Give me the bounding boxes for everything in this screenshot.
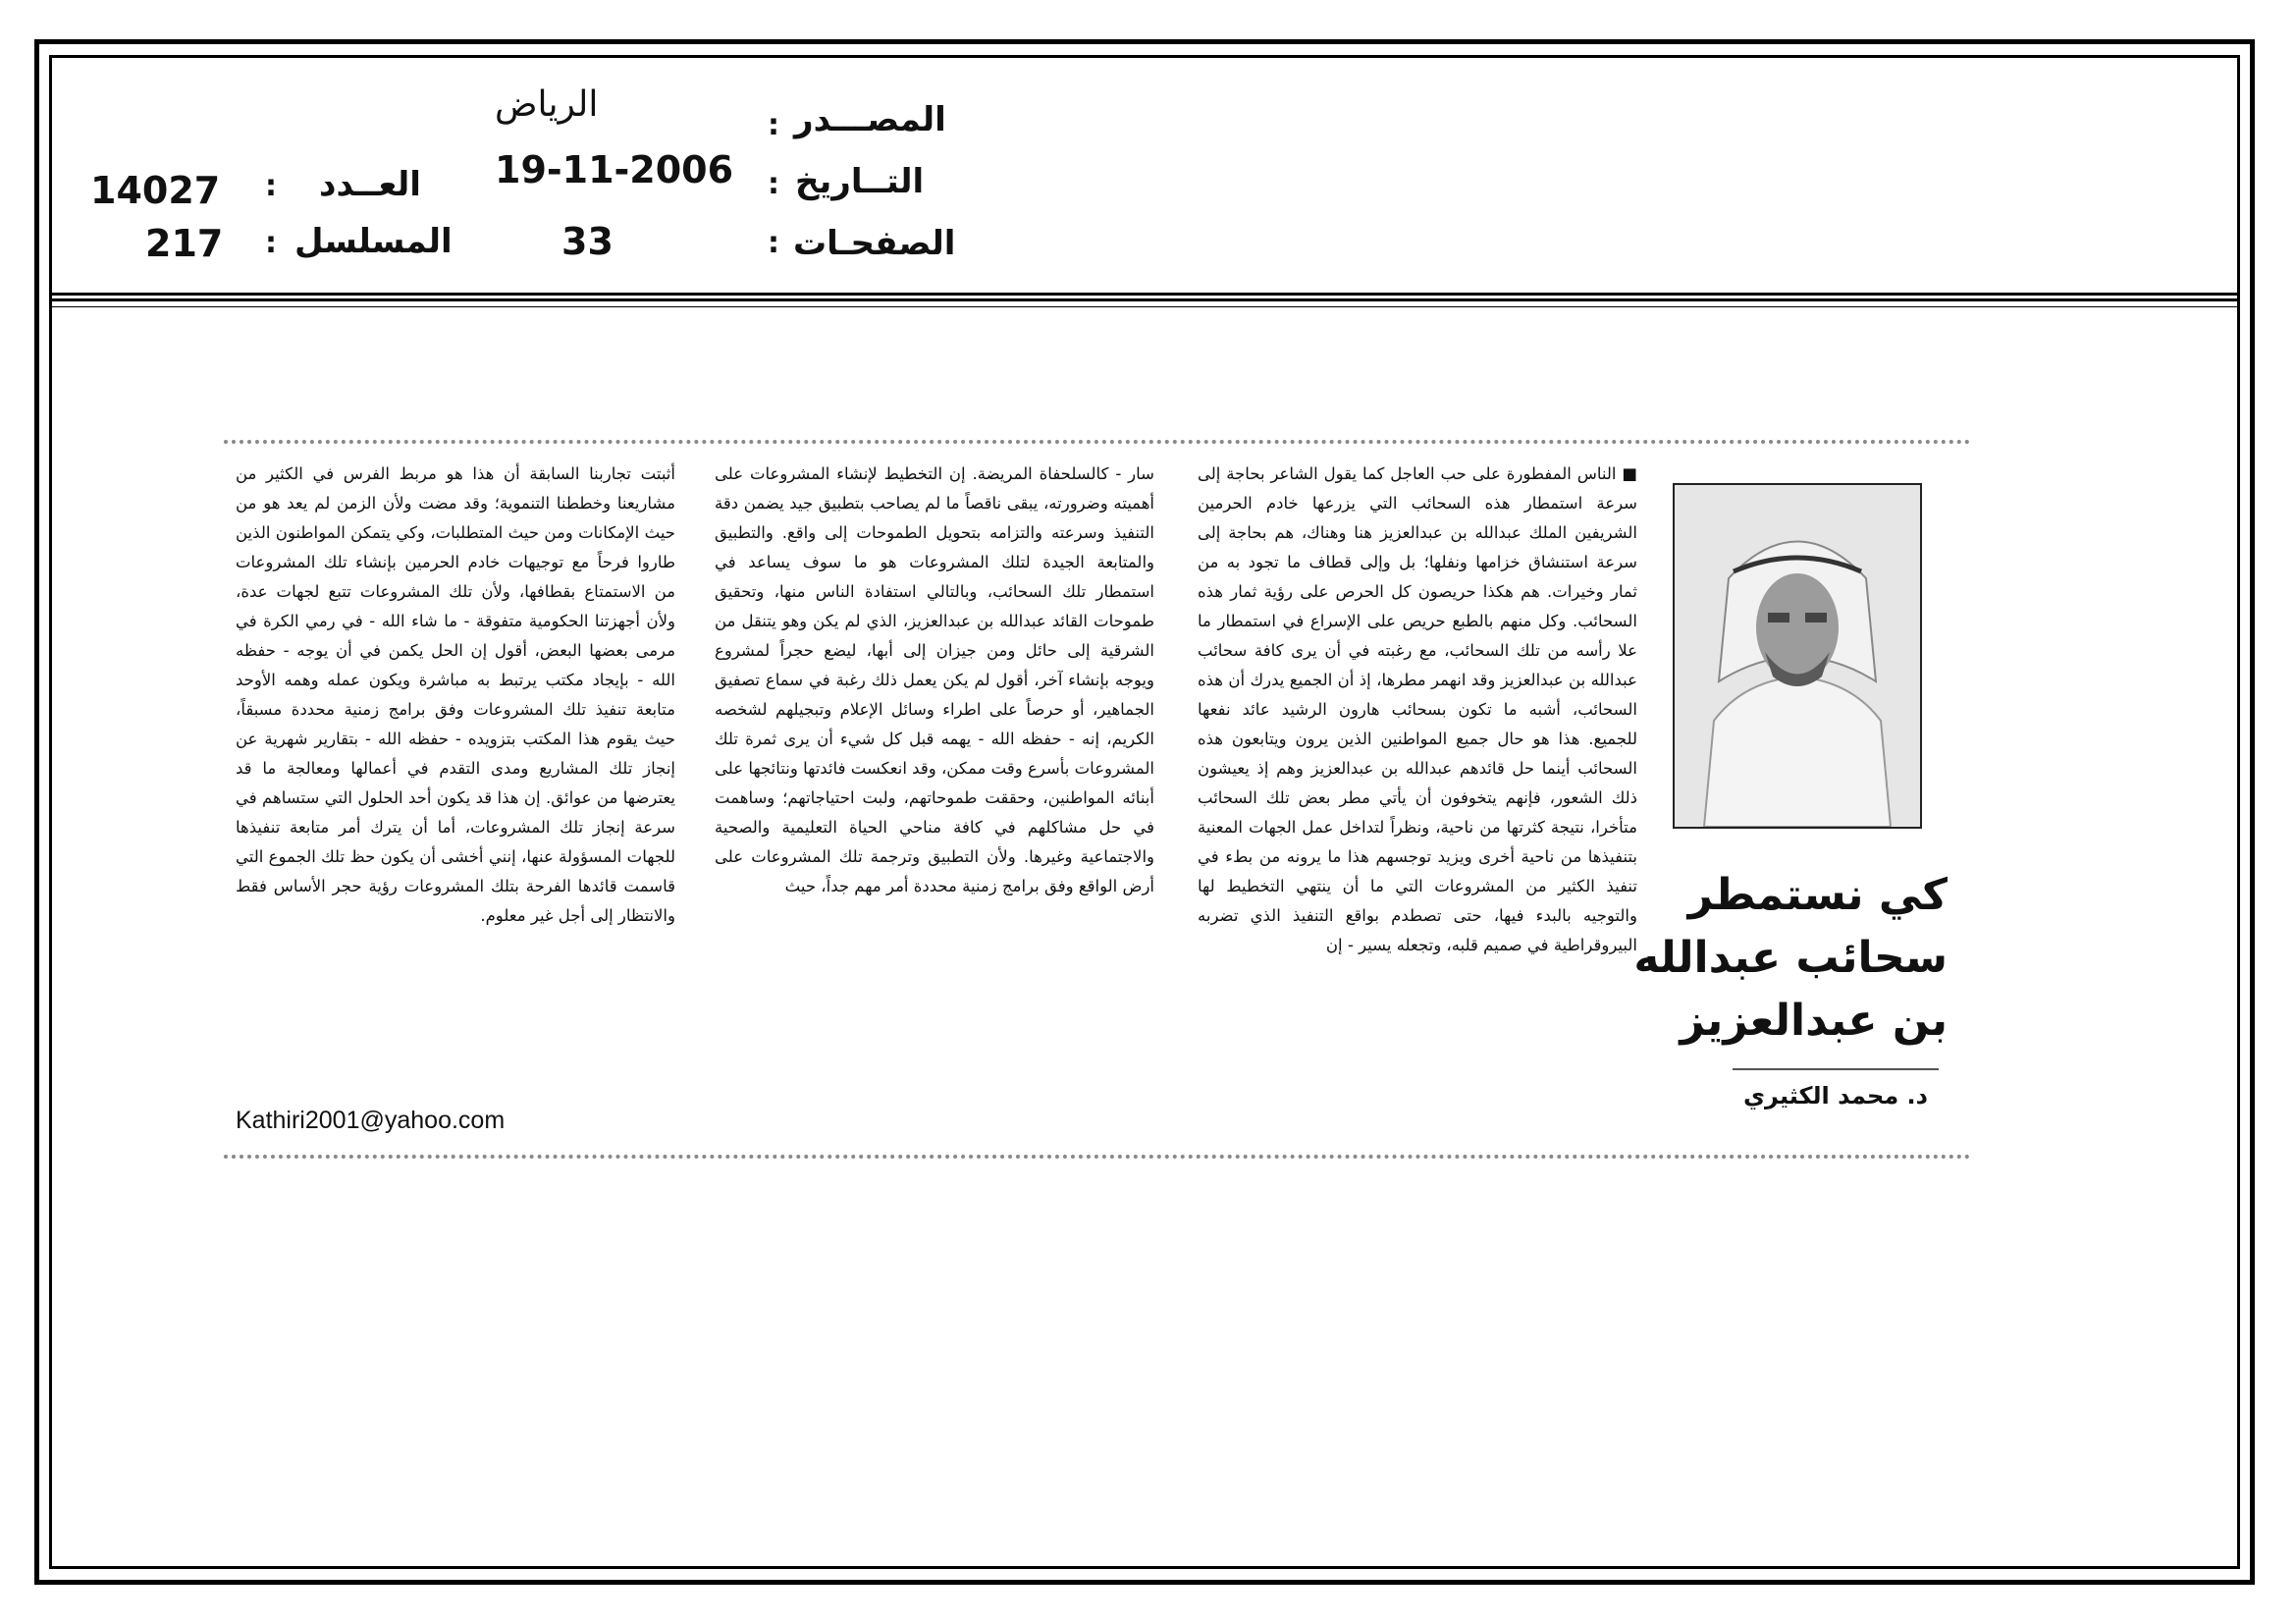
clip-top-rule bbox=[224, 440, 1971, 444]
headline-line: بن عبدالعزيز bbox=[1680, 996, 1948, 1046]
serial-value: 217 bbox=[145, 222, 224, 265]
source-colon: : bbox=[768, 108, 779, 142]
author-portrait-icon bbox=[1675, 485, 1920, 827]
author-email: Kathiri2001@yahoo.com bbox=[236, 1107, 506, 1134]
column-text: سار - كالسلحفاة المريضة. إن التخطيط لإنشاء المشروعات على أهميته وضرورته، يبقى ناقصاً ما لم يصاحب بتطبيق جيد يضمن دقة التنفيذ وسرعته والتزامه بتحويل الطموحات إلى واقع. والتطبيق والمتابعة الجيدة لتلك المشروعات هو ما سوف يساعد في استمطار تلك السحائب، وبالتالي استفادة الناس منها، وتحقيق طموحات القائد عبدالله بن عبدالعزيز، الذي لم يكن وهو يتنقل من الشرقية إلى حائل ومن جيزان إلى أبها، ليضع حجراً لمشروع ويوجه بإنشاء آخر، أقول لم يكن يعمل ذلك رغبة في سماع تصفيق الجماهير، أو حرصاً على اطراء وسائل الإعلام وتبجيلهم لشخصه الكريم، إنه - حفظه الله - يهمه قبل كل شيء أن يرى ثمرة تلك المشروعات بأسرع وقت ممكن، وقد انعكست فائدتها ونتائجها على أبنائه المواطنين، وحققت طموحاتهم، ولبت احتياجاتهم؛ وساهمت في حل مشاكلهم في كافة مناحي الحياة التعليمية والصحية والاجتماعية وغيرها. ولأن التطبيق وترجمة تلك المشروعات على أرض الواقع وفق برامج زمنية محددة أمر مهم جداً، حيث bbox=[715, 464, 1154, 895]
article-column-2 bbox=[715, 460, 1154, 901]
date-colon: : bbox=[768, 167, 779, 201]
serial-colon: : bbox=[265, 226, 277, 260]
headline-line: سحائب عبدالله bbox=[1633, 933, 1948, 983]
author-photo bbox=[1673, 483, 1922, 829]
issue-label: العــدد bbox=[319, 165, 421, 204]
author-byline: د. محمد الكثيري bbox=[1743, 1082, 1928, 1110]
article-headline bbox=[1633, 864, 1948, 1053]
article-column-1 bbox=[1198, 460, 1637, 960]
column-text: أثبتت تجاربنا السابقة أن هذا هو مربط الفرس في الكثير من مشاريعنا وخططنا التنموية؛ وقد مضت ولأن الزمن لم يعد هو من حيث الإمكانات ومن حيث المتطلبات، وكي يتمكن المواطنون الذين طاروا فرحاً مع توجيهات خادم الحرمين بإنشاء تلك المشروعات من الاستمتاع بقطافها، ولأن تلك المشروعات تتبع لجهات عدة، ولأن أجهزتنا الحكومية متفوقة - ما شاء الله - في رمي الكرة في مرمى بعضها البعض، أقول إن الحل يكمن في أن يوجه - حفظه الله - بإيجاد مكتب يرتبط به مباشرة ويكون عمله وهمه الأوحد متابعة تنفيذ تلك المشروعات وفق برامج زمنية محددة مسبقاً، حيث يقوم هذا المكتب بتزويده - حفظه الله - بتقارير شهرية عن إنجاز تلك المشاريع ومدى التقدم في أعمالها ومعالجة ما قد يعترضها من عوائق. إن هذا قد يكون أحد الحلول التي ستساهم في سرعة إنجاز تلك المشروعات، أما أن يترك أمر متابعة تنفيذها للجهات المسؤولة عنها، إنني أخشى أن يكون حظ تلك الجموع التي قاسمت قائدها الفرحة بتلك المشروعات رؤية حجر الأساس فقط والانتظار إلى أجل غير معلوم. bbox=[236, 464, 675, 925]
pages-colon: : bbox=[768, 226, 779, 260]
date-label: التــاريخ bbox=[795, 162, 925, 201]
byline-divider bbox=[1733, 1068, 1939, 1070]
date-value: 19-11-2006 bbox=[495, 148, 734, 191]
issue-value: 14027 bbox=[90, 169, 221, 212]
pages-label: الصفحـات bbox=[793, 224, 956, 263]
pages-value: 33 bbox=[561, 220, 614, 263]
header-divider bbox=[49, 298, 2240, 301]
column-text: ■ الناس المفطورة على حب العاجل كما يقول الشاعر بحاجة إلى سرعة استمطار هذه السحائب التي يزرعها خادم الحرمين الشريفين الملك عبدالله بن عبدالعزيز هنا وهناك، هم بحاجة إلى سرعة استنشاق خزامها ونفلها؛ بل وإلى قطاف ما تجود به من ثمار وخيرات. هم هكذا حريصون كل الحرص على رؤية ثمار هذه السحائب. وكل منهم بالطبع حريص على الإسراع في استمطار ما علا رأسه من تلك السحائب، مع رغبته في أن يرى كافة سحائب عبدالله بن عبدالعزيز وقد انهمر مطرها، إذ أن الجميع يدرك أن هذه السحائب، أشبه ما تكون بسحائب هارون الرشيد عائد نفعها للجميع. هذا هو حال جميع المواطنين الذين يرون ويتابعون هذه السحائب أينما حل قائدهم عبدالله بن عبدالعزيز وهم إذ يعيشون ذلك الشعور، فإنهم يتخوفون أن يأتي مطر بعض تلك السحائب متأخرا، نتيجة كثرتها من ناحية، ونظراً لتداخل عمل الجهات المعنية بتنفيذها من ناحية أخرى ويزيد توجسهم هذا ما يرونه من بطء في تنفيذ الكثير من المشروعات التي ما أن ينتهي التخطيط لها والتوجيه بالبدء فيها، حتى تصطدم بواقع التنفيذ الذي تضربه البيروقراطية في صميم قلبه، وتجعله يسير - إن bbox=[1198, 464, 1637, 954]
source-label: المصـــدر bbox=[794, 100, 946, 139]
article-column-3 bbox=[236, 460, 675, 931]
source-value: الرياض bbox=[495, 84, 599, 125]
header-divider bbox=[49, 306, 2240, 307]
serial-label: المسلسل bbox=[294, 222, 453, 261]
issue-colon: : bbox=[265, 169, 277, 203]
clip-bottom-rule bbox=[224, 1155, 1971, 1159]
headline-line: كي نستمطر bbox=[1687, 870, 1948, 920]
header-divider bbox=[49, 293, 2240, 296]
